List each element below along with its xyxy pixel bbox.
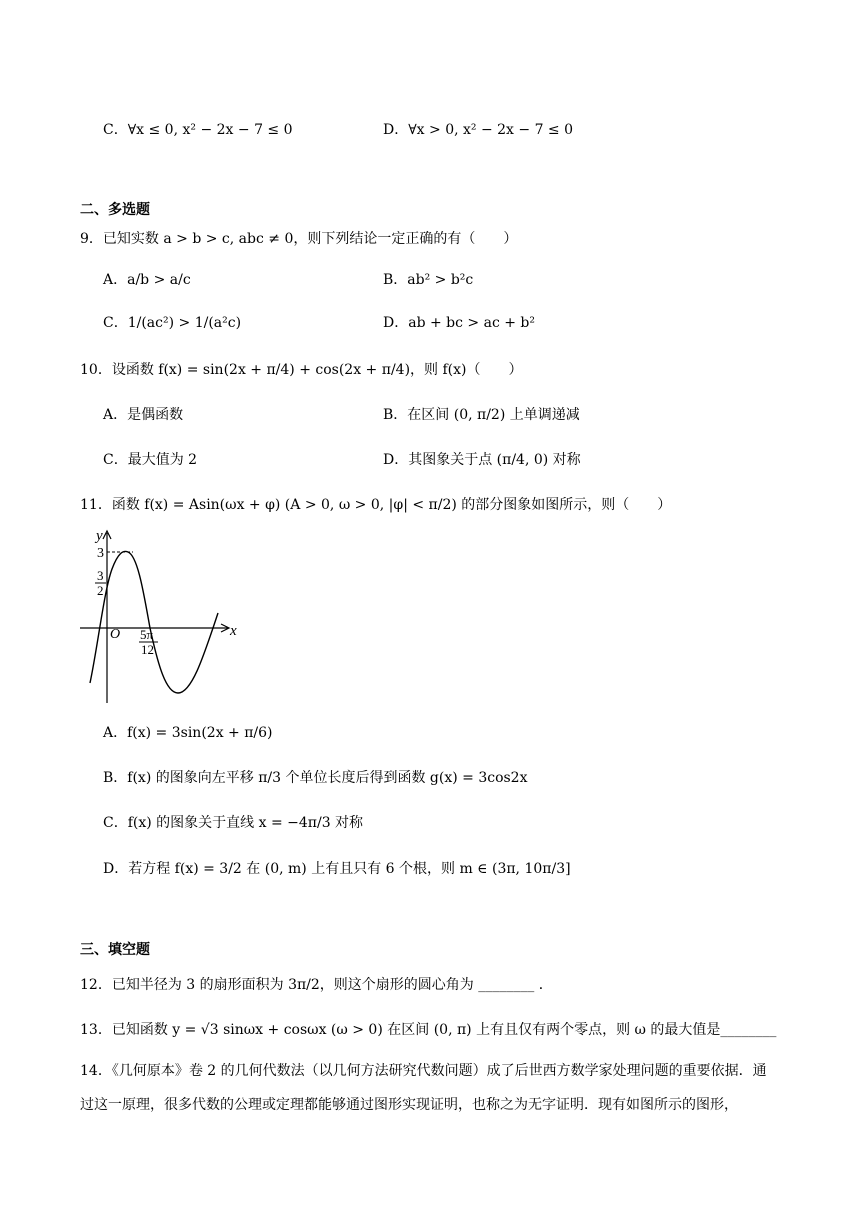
question-12: 12．已知半径为 3 的扇形面积为 3π/2，则这个扇形的圆心角为 ________ ． [80, 977, 553, 993]
y-axis-label: y [96, 528, 103, 544]
question-14-line-1: 14．《几何原本》卷 2 的几何代数法（以几何方法研究代数问题）成了后世西方数学家处理问题的重要依据．通 [80, 1063, 767, 1079]
q11-sine-graph [78, 525, 248, 705]
x-tick-denominator: 12 [141, 642, 154, 657]
section-title-fill-in: 三、填空题 [80, 941, 150, 957]
q11-option-a: A．f(x) = 3sin(2x + π/6) [103, 725, 273, 741]
y-tick-half-numerator: 3 [97, 568, 104, 583]
q9-option-d: D．ab + bc > ac + b² [383, 315, 535, 331]
q10-option-a: A．是偶函数 [103, 407, 184, 423]
question-10-stem: 10．设函数 f(x) = sin(2x + π/4) + cos(2x + π/4)，则 f(x)（ ） [80, 362, 523, 378]
q10-option-c: C．最大值为 2 [103, 452, 198, 468]
x-tick-numerator: 5π [140, 627, 154, 642]
q8-option-c: C．∀x ≤ 0, x² − 2x − 7 ≤ 0 [103, 122, 293, 138]
q8-option-d: D．∀x > 0, x² − 2x − 7 ≤ 0 [383, 122, 574, 138]
question-14-line-2: 过这一原理，很多代数的公理或定理都能够通过图形实现证明，也称之为无字证明．现有如图所示的图形， [80, 1097, 738, 1113]
question-13: 13．已知函数 y = √3 sinωx + cosωx (ω > 0) 在区间 (0, π) 上有且仅有两个零点，则 ω 的最大值是________ [80, 1022, 777, 1038]
q11-option-c: C．f(x) 的图象关于直线 x = −4π/3 对称 [103, 815, 364, 831]
q9-option-b: B．ab² > b²c [383, 272, 474, 288]
origin-label: O [110, 627, 121, 642]
question-9-stem: 9．已知实数 a > b > c, abc ≠ 0，则下列结论一定正确的有（ ） [80, 231, 518, 247]
q9-option-a: A．a/b > a/c [103, 272, 191, 288]
y-tick-half-denominator: 2 [97, 583, 104, 598]
q10-option-b: B．在区间 (0, π/2) 上单调递减 [383, 407, 580, 423]
sine-curve [90, 551, 218, 693]
q11-option-d: D．若方程 f(x) = 3/2 在 (0, m) 上有且只有 6 个根，则 m ∈ (3π, 10π/3] [103, 861, 571, 877]
q11-option-b: B．f(x) 的图象向左平移 π/3 个单位长度后得到函数 g(x) = 3cos2x [103, 770, 528, 786]
q9-option-c: C．1/(ac²) > 1/(a²c) [103, 315, 242, 331]
q10-option-d: D．其图象关于点 (π/4, 0) 对称 [383, 452, 581, 468]
y-tick-3: 3 [97, 546, 104, 561]
x-axis-label: x [230, 623, 237, 639]
question-11-stem: 11．函数 f(x) = Asin(ωx + φ) (A > 0, ω > 0, |φ| < π/2) 的部分图象如图所示，则（ ） [80, 497, 672, 513]
section-title-multiple-choice: 二、多选题 [80, 201, 150, 217]
